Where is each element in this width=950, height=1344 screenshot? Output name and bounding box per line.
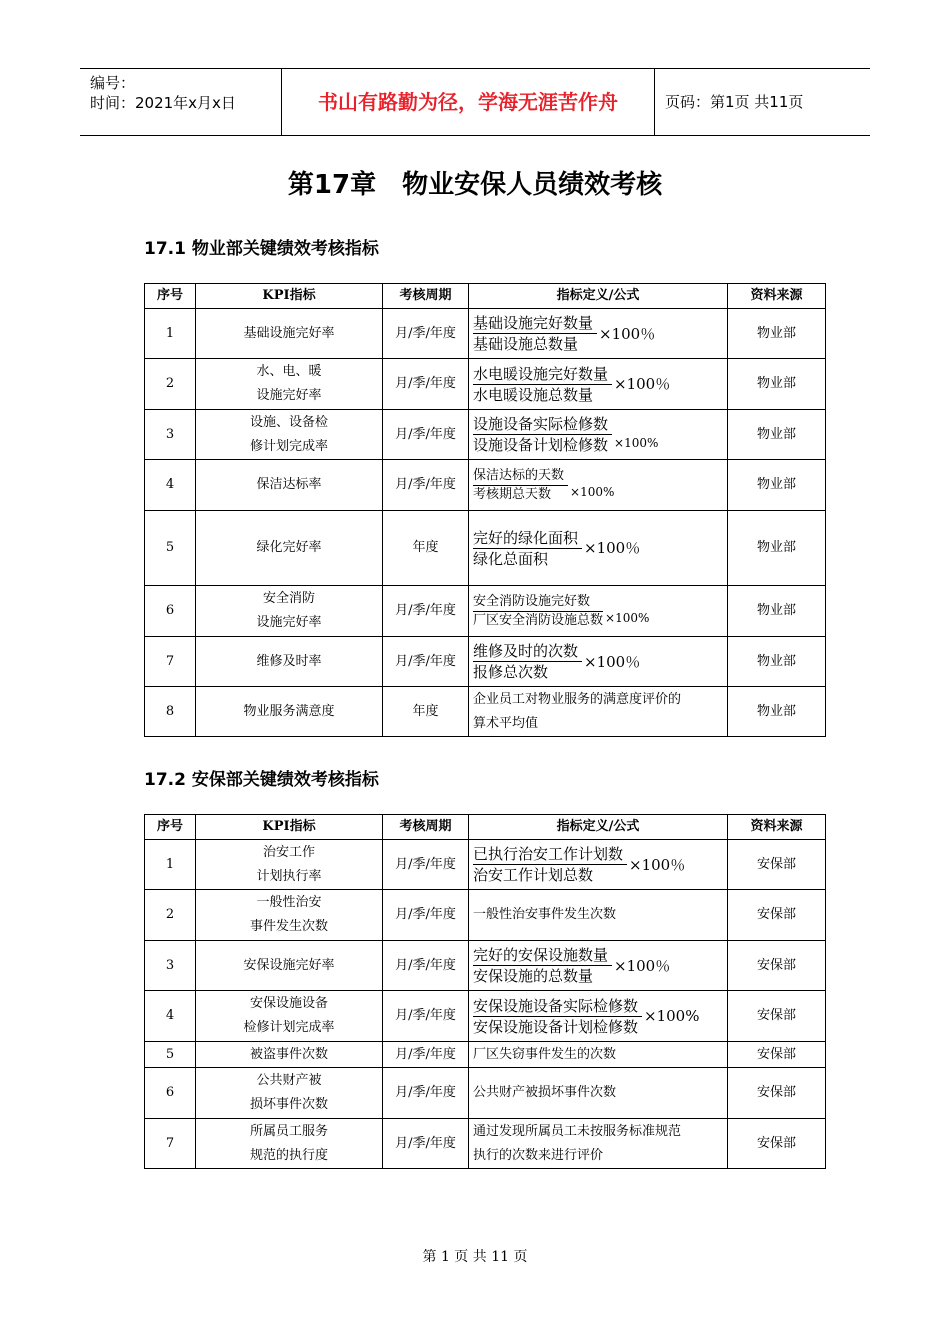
formula-denominator: 安保设施的总数量 — [473, 967, 594, 985]
kpi-name-cell — [196, 687, 383, 737]
definition-text: 一般性治安事件发生次数 — [473, 907, 617, 922]
formula-multiplier: ×100％ — [584, 652, 641, 671]
row-number: 3 — [145, 941, 196, 991]
formula-denominator: 安保设施设备计划检修数 — [473, 1017, 639, 1036]
kpi-name-line: 安全消防 — [262, 591, 315, 606]
section2-title: 17.2 安保部关键绩效考核指标 — [144, 770, 379, 790]
time-label: 时间：2021年x月x日 — [90, 94, 236, 112]
row-number: 8 — [145, 687, 196, 737]
kpi-name-line: 安保设施完好率 — [243, 957, 335, 973]
column-header: KPI指标 — [196, 815, 383, 840]
assessment-period: 月/季/年度 — [383, 1068, 469, 1119]
formula-fraction — [473, 467, 568, 504]
row-number: 4 — [145, 991, 196, 1042]
definition-cell — [469, 309, 728, 359]
formula-numerator: 完好的绿化面积 — [473, 528, 582, 549]
assessment-period: 月/季/年度 — [383, 460, 469, 511]
assessment-period: 月/季/年度 — [383, 410, 469, 460]
formula-denominator: 考核期总天数 — [473, 486, 552, 502]
table-row — [145, 991, 826, 1042]
kpi-name-line: 保洁达标率 — [256, 477, 322, 492]
definition-text: 算术平均值 — [473, 715, 539, 731]
definition-text: 企业员工对物业服务的满意度评价的 — [473, 691, 682, 707]
row-number: 4 — [145, 460, 196, 511]
formula-multiplier: ×100％ — [614, 375, 671, 393]
column-header: 考核周期 — [383, 284, 469, 309]
row-number: 3 — [145, 410, 196, 460]
row-number: 2 — [145, 890, 196, 941]
kpi-name-cell — [196, 637, 383, 687]
row-number: 1 — [145, 840, 196, 890]
definition-cell — [469, 410, 728, 460]
formula-denominator: 水电暖设施总数量 — [473, 385, 594, 404]
definition-cell — [469, 991, 728, 1042]
formula-denominator: 基础设施总数量 — [473, 335, 579, 353]
definition-cell — [469, 637, 728, 687]
data-source: 安保部 — [728, 941, 826, 991]
assessment-period: 年度 — [383, 511, 469, 586]
formula-numerator: 保洁达标的天数 — [473, 467, 568, 486]
row-number: 7 — [145, 637, 196, 687]
formula-multiplier: ×100% — [644, 1007, 700, 1025]
table-row — [145, 410, 826, 460]
definition-cell — [469, 1042, 728, 1068]
kpi-name-cell — [196, 586, 383, 637]
assessment-period: 月/季/年度 — [383, 359, 469, 410]
data-source: 安保部 — [728, 890, 826, 941]
formula-numerator: 安全消防设施完好数 — [473, 593, 603, 612]
kpi-name-cell — [196, 1042, 383, 1068]
table-row — [145, 1042, 826, 1068]
kpi-name-line: 计划执行率 — [256, 868, 322, 884]
kpi-name-line: 检修计划完成率 — [243, 1020, 335, 1035]
kpi-name-cell — [196, 941, 383, 991]
kpi-name-line: 安保设施设备 — [249, 996, 328, 1011]
data-source: 安保部 — [728, 840, 826, 890]
row-number: 5 — [145, 511, 196, 586]
kpi-name-line: 修计划完成率 — [249, 438, 328, 454]
row-number: 6 — [145, 1068, 196, 1119]
formula-multiplier: ×100% — [614, 436, 659, 450]
table-header-row — [145, 284, 826, 309]
data-source: 物业部 — [728, 359, 826, 410]
header-left — [80, 69, 282, 135]
column-header: 指标定义/公式 — [469, 284, 728, 309]
column-header: 序号 — [145, 815, 196, 840]
column-header: 资料来源 — [728, 815, 826, 840]
kpi-name-cell — [196, 1068, 383, 1119]
formula-numerator: 水电暖设施完好数量 — [473, 364, 612, 385]
data-source: 物业部 — [728, 586, 826, 637]
assessment-period: 月/季/年度 — [383, 1042, 469, 1068]
kpi-name-line: 规范的执行度 — [249, 1147, 328, 1163]
kpi-name-cell — [196, 991, 383, 1042]
table-header-row — [145, 815, 826, 840]
kpi-name-line: 设施完好率 — [256, 388, 322, 403]
definition-cell — [469, 586, 728, 637]
formula-multiplier: ×100% — [605, 610, 650, 625]
definition-cell — [469, 1068, 728, 1119]
formula-denominator: 报修总次数 — [473, 663, 549, 681]
header-motto: 书山有路勤为径，学海无涯苦作舟 — [282, 69, 655, 135]
assessment-period: 月/季/年度 — [383, 840, 469, 890]
row-number: 5 — [145, 1042, 196, 1068]
table-row — [145, 511, 826, 586]
data-source: 物业部 — [728, 460, 826, 511]
kpi-name-cell — [196, 309, 383, 359]
kpi-name-line: 设施完好率 — [256, 615, 322, 630]
data-source: 物业部 — [728, 309, 826, 359]
definition-cell — [469, 890, 728, 941]
assessment-period: 月/季/年度 — [383, 941, 469, 991]
formula-fraction — [473, 844, 627, 885]
assessment-period: 月/季/年度 — [383, 586, 469, 637]
formula-numerator: 已执行治安工作计划数 — [473, 844, 627, 865]
kpi-name-line: 所属员工服务 — [249, 1123, 328, 1139]
definition-text: 公共财产被损坏事件次数 — [473, 1085, 617, 1100]
table-row — [145, 460, 826, 511]
page-header — [80, 68, 870, 136]
formula-multiplier: ×100％ — [599, 324, 656, 343]
formula-fraction — [473, 313, 597, 354]
kpi-name-line: 治安工作 — [262, 844, 315, 860]
formula-numerator: 完好的安保设施数量 — [473, 945, 612, 966]
definition-text: 执行的次数来进行评价 — [473, 1147, 604, 1163]
table-row — [145, 637, 826, 687]
section1-title: 17.1 物业部关键绩效考核指标 — [144, 239, 379, 259]
data-source: 物业部 — [728, 410, 826, 460]
data-source: 物业部 — [728, 637, 826, 687]
table-row — [145, 1119, 826, 1169]
row-number: 6 — [145, 586, 196, 637]
column-header: 序号 — [145, 284, 196, 309]
formula-multiplier: ×100％ — [584, 539, 641, 557]
assessment-period: 月/季/年度 — [383, 637, 469, 687]
row-number: 7 — [145, 1119, 196, 1169]
kpi-name-line: 物业服务满意度 — [243, 703, 335, 719]
table-row — [145, 309, 826, 359]
table-row — [145, 359, 826, 410]
formula-fraction — [473, 414, 612, 455]
column-header: KPI指标 — [196, 284, 383, 309]
data-source: 物业部 — [728, 511, 826, 586]
page-footer: 第 1 页 共 11 页 — [422, 1249, 528, 1265]
formula-denominator: 绿化总面积 — [473, 549, 549, 568]
data-source: 安保部 — [728, 991, 826, 1042]
kpi-name-cell — [196, 410, 383, 460]
formula-multiplier: ×100％ — [629, 855, 686, 874]
definition-cell — [469, 941, 728, 991]
kpi-name-line: 维修及时率 — [256, 653, 322, 669]
formula-fraction — [473, 945, 612, 986]
formula-numerator: 安保设施设备实际检修数 — [473, 996, 642, 1017]
row-number: 1 — [145, 309, 196, 359]
definition-cell — [469, 511, 728, 586]
formula-denominator: 治安工作计划总数 — [473, 866, 594, 884]
kpi-name-cell — [196, 511, 383, 586]
assessment-period: 月/季/年度 — [383, 1119, 469, 1169]
column-header: 指标定义/公式 — [469, 815, 728, 840]
assessment-period: 年度 — [383, 687, 469, 737]
definition-cell — [469, 840, 728, 890]
data-source: 安保部 — [728, 1042, 826, 1068]
column-header: 考核周期 — [383, 815, 469, 840]
definition-text: 厂区失窃事件发生的次数 — [473, 1046, 617, 1062]
formula-fraction — [473, 364, 612, 405]
kpi-name-cell — [196, 460, 383, 511]
assessment-period: 月/季/年度 — [383, 991, 469, 1042]
column-header: 资料来源 — [728, 284, 826, 309]
data-source: 安保部 — [728, 1119, 826, 1169]
kpi-name-line: 一般性治安 — [256, 895, 322, 910]
formula-numerator: 基础设施完好数量 — [473, 313, 597, 334]
formula-fraction — [473, 593, 603, 630]
row-number: 2 — [145, 359, 196, 410]
header-page-info: 页码：第1页 共11页 — [665, 93, 804, 111]
formula-numerator: 维修及时的次数 — [473, 641, 582, 662]
kpi-name-line: 设施、设备检 — [249, 414, 328, 430]
kpi-name-cell — [196, 840, 383, 890]
kpi-name-line: 绿化完好率 — [256, 540, 322, 555]
kpi-name-line: 基础设施完好率 — [243, 325, 335, 341]
formula-fraction — [473, 528, 582, 569]
formula-denominator: 设施设备计划检修数 — [473, 436, 609, 454]
definition-text: 通过发现所属员工未按服务标准规范 — [473, 1123, 682, 1139]
table-row — [145, 687, 826, 737]
data-source: 安保部 — [728, 1068, 826, 1119]
definition-cell — [469, 1119, 728, 1169]
definition-cell — [469, 359, 728, 410]
kpi-name-cell — [196, 1119, 383, 1169]
table-row — [145, 586, 826, 637]
kpi-table-security — [144, 814, 826, 1169]
kpi-name-line: 公共财产被 — [256, 1073, 322, 1088]
assessment-period: 月/季/年度 — [383, 890, 469, 941]
kpi-name-line: 水、电、暖 — [256, 364, 322, 379]
kpi-name-cell — [196, 890, 383, 941]
table-row — [145, 1068, 826, 1119]
kpi-name-line: 被盗事件次数 — [249, 1046, 328, 1062]
formula-numerator: 设施设备实际检修数 — [473, 414, 612, 435]
kpi-name-line: 事件发生次数 — [249, 919, 328, 934]
table-row — [145, 941, 826, 991]
table-row — [145, 890, 826, 941]
definition-cell — [469, 687, 728, 737]
code-label: 编号： — [90, 74, 136, 92]
formula-multiplier: ×100% — [570, 484, 615, 499]
formula-fraction — [473, 641, 582, 682]
definition-cell — [469, 460, 728, 511]
table-row — [145, 840, 826, 890]
data-source: 物业部 — [728, 687, 826, 737]
formula-fraction — [473, 996, 642, 1037]
formula-denominator: 厂区安全消防设施总数 — [473, 612, 604, 628]
kpi-table-property — [144, 283, 826, 737]
formula-multiplier: ×100％ — [614, 956, 671, 975]
kpi-name-cell — [196, 359, 383, 410]
assessment-period: 月/季/年度 — [383, 309, 469, 359]
chapter-title: 第17章 物业安保人员绩效考核 — [287, 170, 663, 200]
kpi-name-line: 损坏事件次数 — [249, 1097, 328, 1112]
